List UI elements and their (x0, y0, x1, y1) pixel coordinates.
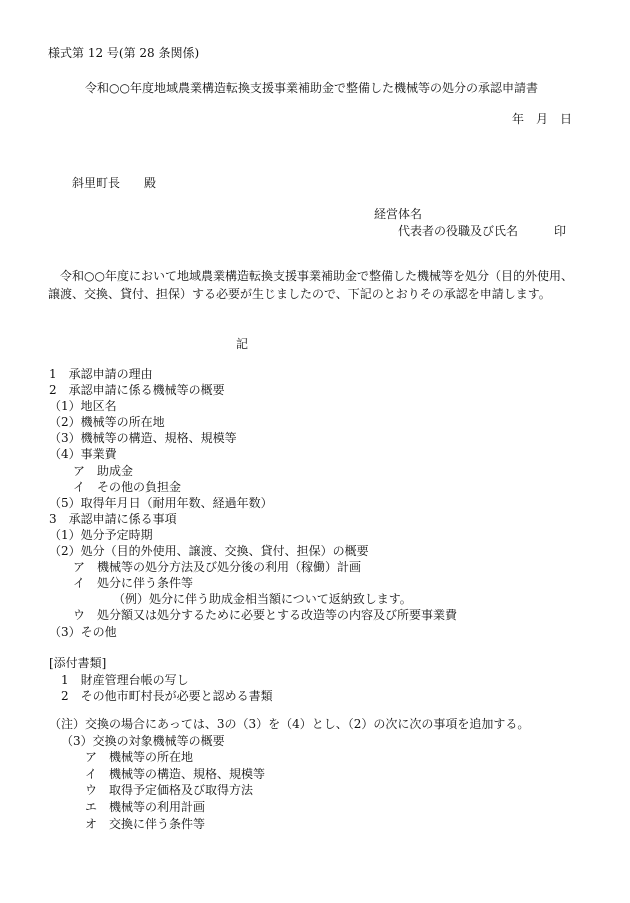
date-line: 年 月 日 (511, 112, 572, 126)
list-item: 2 承認申請に係る機械等の概要 (49, 383, 225, 398)
document-title: 令和○○年度地域農業構造転換支援事業補助金で整備した機械等の処分の承認申請書 (85, 81, 538, 95)
request-paragraph (48, 267, 583, 303)
item-list (49, 366, 457, 640)
list-item: イ 処分に伴う条件等 (73, 576, 194, 591)
note-line: （注）交換の場合にあっては、3の（3）を（4）とし、（2）の次に次の事項を追加する。 (49, 717, 530, 731)
list-item: （3）機械等の構造、規格、規模等 (49, 431, 237, 446)
note-line: （3）交換の対象機械等の概要 (61, 733, 225, 748)
attachments-heading: [添付書類] (49, 656, 107, 670)
attachments-section (49, 655, 273, 705)
list-item: イ その他の負担金 (73, 479, 182, 494)
note-line: オ 交換に伴う条件等 (85, 816, 206, 831)
list-item: ア 機械等の処分方法及び処分後の利用（稼働）計画 (73, 560, 362, 575)
note-line: エ 機械等の利用計画 (85, 799, 206, 814)
note-section (49, 716, 529, 832)
list-item: （4）事業費 (49, 447, 117, 462)
representative-label: 代表者の役職及び氏名 印 (398, 224, 567, 238)
note-line: ウ 取得予定価格及び取得方法 (85, 783, 254, 798)
list-item: （5）取得年月日（耐用年数、経過年数） (49, 495, 273, 510)
list-item: （2）処分（目的外使用、譲渡、交換、貸付、担保）の概要 (49, 544, 369, 559)
entity-name-label: 経営体名 (374, 207, 423, 221)
list-item: （1）処分予定時期 (49, 527, 153, 542)
addressee: 斜里町長 殿 (72, 176, 157, 190)
note-line: ア 機械等の所在地 (85, 750, 194, 765)
list-item: 1 承認申請の理由 (49, 367, 153, 381)
form-number: 様式第 12 号(第 28 条関係) (48, 46, 200, 60)
list-item: （2）機械等の所在地 (49, 415, 165, 430)
list-item: ウ 処分額又は処分するために必要とする改造等の内容及び所要事業費 (73, 608, 458, 623)
attachment-item: 2 その他市町村長が必要と認める書類 (61, 689, 273, 703)
list-item: （1）地区名 (49, 399, 117, 414)
attachment-item: 1 財産管理台帳の写し (61, 672, 189, 687)
list-item: （3）その他 (49, 624, 117, 639)
list-item: ア 助成金 (73, 463, 134, 478)
list-item: 3 承認申請に係る事項 (49, 511, 177, 526)
note-line: イ 機械等の構造、規格、規模等 (85, 766, 266, 781)
request-paragraph-text: 令和○○年度において地域農業構造転換支援事業補助金で整備した機械等を処分（目的外使用、譲渡、交換、貸付、担保）する必要が生じましたので、下記のとおりその承認を申請します。 (48, 269, 573, 301)
ki-heading: 記 (236, 337, 249, 351)
list-item: （例）処分に伴う助成金相当額について返納致します。 (113, 592, 412, 607)
